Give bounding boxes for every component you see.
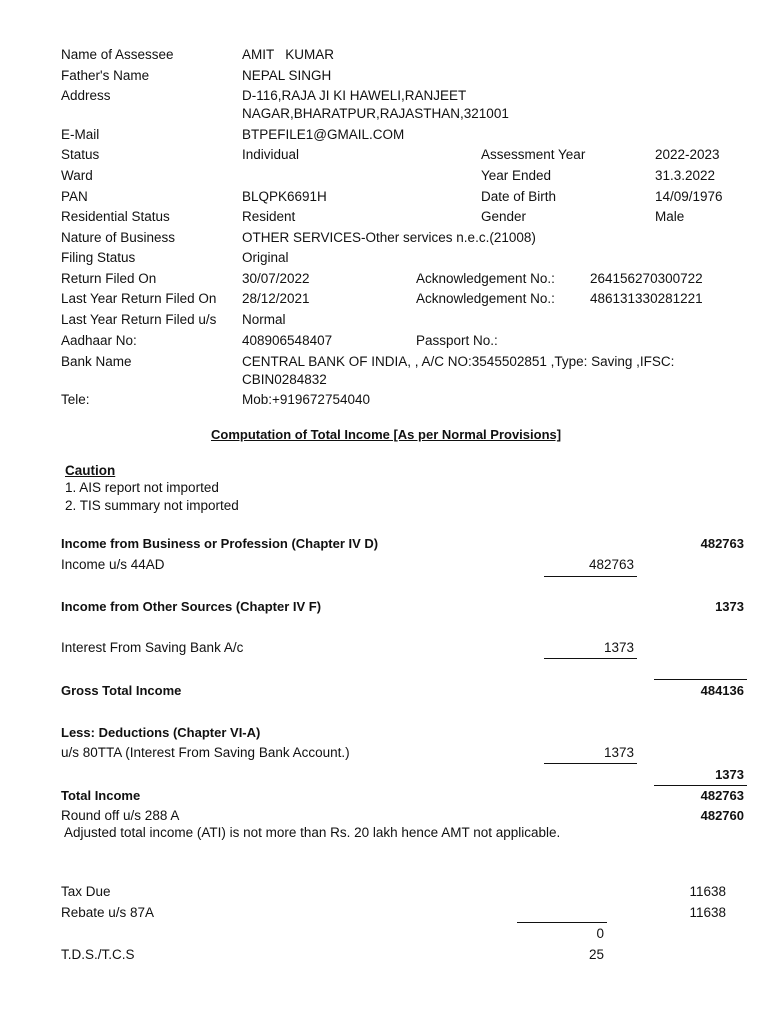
- deductions-heading: Less: Deductions (Chapter VI-A): [61, 725, 261, 740]
- aadhaar-label: Aadhaar No:: [61, 333, 137, 348]
- business-income-total: 482763: [700, 536, 744, 551]
- gender-value: Male: [655, 209, 685, 224]
- last-return-us-value: Normal: [242, 312, 286, 327]
- return-filed-value: 30/07/2022: [242, 271, 310, 286]
- business-nature-value: OTHER SERVICES-Other services n.e.c.(21008): [242, 230, 536, 245]
- bank-line-2: CBIN0284832: [242, 372, 327, 387]
- rebate-label: Rebate u/s 87A: [61, 905, 155, 920]
- gender-label: Gender: [481, 209, 527, 224]
- business-income-heading: Income from Business or Profession (Chapter IV D): [61, 536, 379, 551]
- interest-label: Interest From Saving Bank A/c: [61, 640, 244, 655]
- 80tta-label: u/s 80TTA (Interest From Saving Bank Account.): [61, 745, 350, 760]
- last-ack-no-value: 486131330281221: [590, 291, 703, 306]
- tds-value: 25: [588, 947, 604, 962]
- subtotal-rule: [544, 658, 637, 659]
- total-rule: [654, 679, 747, 680]
- email-value: BTPEFILE1@GMAIL.COM: [242, 127, 405, 142]
- father-value: NEPAL SINGH: [242, 68, 332, 83]
- computation-title: Computation of Total Income [As per Normal Provisions]: [211, 427, 562, 442]
- year-ended-label: Year Ended: [481, 168, 552, 183]
- caution-item-1: 1. AIS report not imported: [65, 480, 219, 495]
- tele-label: Tele:: [61, 392, 90, 407]
- subtotal-rule: [517, 922, 607, 923]
- subtotal-rule: [544, 576, 637, 577]
- business-nature-label: Nature of Business: [61, 230, 176, 245]
- last-return-us-label: Last Year Return Filed u/s: [61, 312, 217, 327]
- last-return-label: Last Year Return Filed On: [61, 291, 217, 306]
- filing-status-value: Original: [242, 250, 289, 265]
- interest-value: 1373: [603, 640, 634, 655]
- caution-title: Caution: [65, 463, 116, 478]
- last-return-value: 28/12/2021: [242, 291, 310, 306]
- pan-label: PAN: [61, 189, 88, 204]
- round-off-value: 482760: [700, 808, 744, 823]
- tax-due-value: 11638: [689, 884, 726, 899]
- ack-no-value: 264156270300722: [590, 271, 703, 286]
- other-sources-heading: Income from Other Sources (Chapter IV F): [61, 599, 322, 614]
- year-ended-value: 31.3.2022: [655, 168, 716, 183]
- assessment-year-label: Assessment Year: [481, 147, 586, 162]
- amt-note: Adjusted total income (ATI) is not more than Rs. 20 lakh hence AMT not applicable.: [61, 825, 561, 840]
- passport-label: Passport No.:: [416, 333, 498, 348]
- name-value: AMIT KUMAR: [242, 47, 335, 62]
- caution-item-2: 2. TIS summary not imported: [65, 498, 239, 513]
- tds-label: T.D.S./T.C.S: [61, 947, 135, 962]
- residential-status-value: Resident: [242, 209, 296, 224]
- 80tta-value: 1373: [603, 745, 634, 760]
- tax-due-label: Tax Due: [61, 884, 111, 899]
- dob-label: Date of Birth: [481, 189, 557, 204]
- deductions-total: 1373: [715, 767, 744, 782]
- assessment-year-value: 2022-2023: [655, 147, 720, 162]
- address-line-1: D-116,RAJA JI KI HAWELI,RANJEET: [242, 88, 467, 103]
- email-label: E-Mail: [61, 127, 100, 142]
- last-ack-no-label: Acknowledgement No.:: [416, 291, 555, 306]
- gross-total-label: Gross Total Income: [61, 683, 182, 698]
- father-label: Father's Name: [61, 68, 150, 83]
- tele-value: Mob:+919672754040: [242, 392, 370, 407]
- filing-status-label: Filing Status: [61, 250, 136, 265]
- rebate-value: 11638: [689, 905, 726, 920]
- ward-label: Ward: [61, 168, 93, 183]
- total-income-label: Total Income: [61, 788, 141, 803]
- aadhaar-value: 408906548407: [242, 333, 333, 348]
- round-off-label: Round off u/s 288 A: [61, 808, 180, 823]
- bank-line-1: CENTRAL BANK OF INDIA, , A/C NO:3545502851 ,Type: Saving ,IFSC:: [242, 354, 675, 369]
- status-value: Individual: [242, 147, 300, 162]
- residential-status-label: Residential Status: [61, 209, 170, 224]
- net-after-rebate-value: 0: [596, 926, 604, 941]
- bank-label: Bank Name: [61, 354, 132, 369]
- income-44ad-value: 482763: [588, 557, 634, 572]
- total-income-value: 482763: [700, 788, 744, 803]
- other-sources-total: 1373: [715, 599, 744, 614]
- income-44ad-label: Income u/s 44AD: [61, 557, 165, 572]
- pan-value: BLQPK6691H: [242, 189, 327, 204]
- total-rule: [654, 785, 747, 786]
- ack-no-label: Acknowledgement No.:: [416, 271, 555, 286]
- address-label: Address: [61, 88, 111, 103]
- address-line-2: NAGAR,BHARATPUR,RAJASTHAN,321001: [242, 106, 509, 121]
- return-filed-label: Return Filed On: [61, 271, 157, 286]
- subtotal-rule: [544, 763, 637, 764]
- dob-value: 14/09/1976: [655, 189, 723, 204]
- gross-total-value: 484136: [700, 683, 744, 698]
- name-label: Name of Assessee: [61, 47, 174, 62]
- status-label: Status: [61, 147, 100, 162]
